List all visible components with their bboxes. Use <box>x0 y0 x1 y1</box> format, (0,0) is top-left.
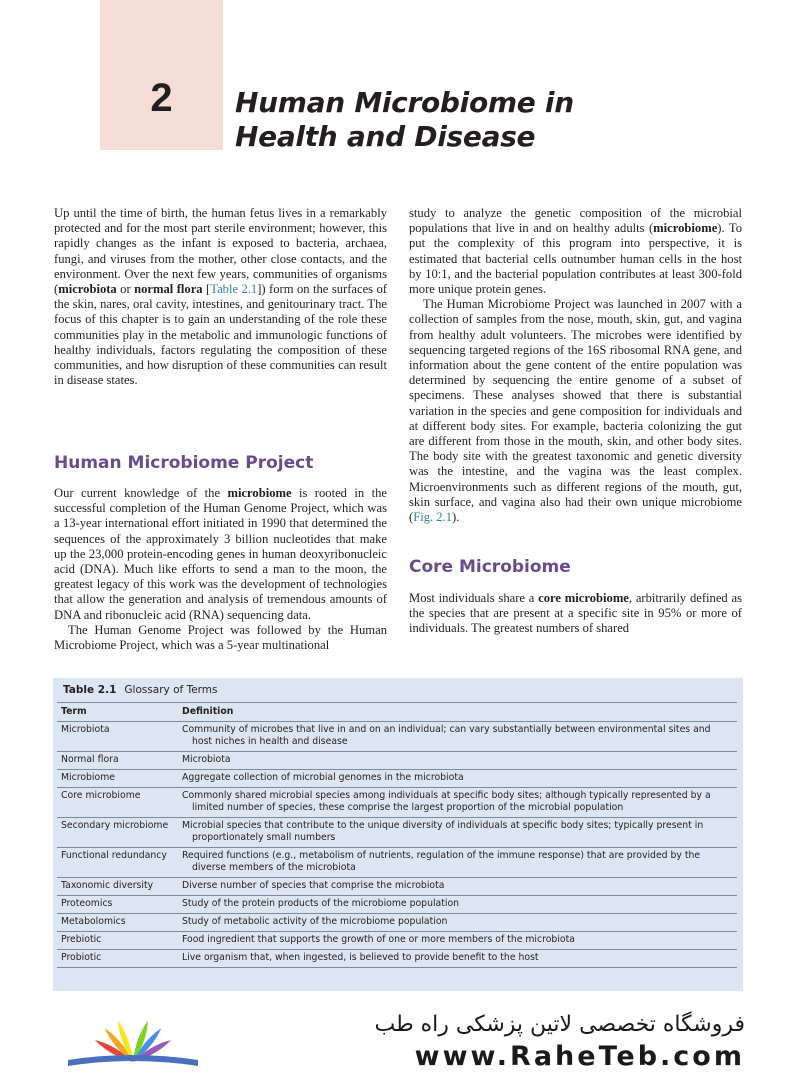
table-row <box>57 818 737 848</box>
right-column <box>409 206 742 525</box>
table-row <box>57 788 737 818</box>
term-cell: Secondary microbiome <box>57 818 178 848</box>
definition-cell <box>178 818 737 848</box>
microbiome-paragraph: Our current knowledge of the microbiome is rooted in the successful completion of the Human Genome Project, which was a 13-year international effort initiated in 1990 that determined the sequences of the approximately 3 billion nucleotides that make up the 23,000 protein-encoding genes in human deoxyribonucleic acid (DNA). Much like efforts to send a man to the moon, the greatest legacy of this work was the development of technologies that allow the generation and analysis of tremendous amounts of DNA and ribonucleic acid (RNA) sequencing data. <box>54 486 387 622</box>
left-column-body <box>54 486 387 653</box>
intro-paragraph: Up until the time of birth, the human fetus lives in a remarkably protected and for the most part sterile environment; however, this rapidly changes as the infant is exposed to bacteria, archaea, fungi, and viruses from the mother, other close contacts, and the environment. Over the next few years, communities of organisms (microbiota or normal flora [Table 2.1]) form on the surfaces of the skin, nares, oral cavity, intestines, and genitourinary tract. The focus of this chapter is to gain an understanding of the role these communities play in the metabolic and immunologic functions of healthy individuals, factors regulating the composition of these communities, and how disruption of these communities can result in disease states. <box>54 206 387 388</box>
definition-text: Microbial species that contribute to the unique diversity of individuals at specific body sites; typically present in proportionately small numbers <box>182 820 704 843</box>
definition-text: Diverse number of species that comprise the microbiota <box>182 880 445 891</box>
chapter-title-line2: Health and Disease <box>235 120 536 153</box>
definition-text: Study of metabolic activity of the microbiome population <box>182 916 448 927</box>
table-title: Glossary of Terms <box>124 684 218 696</box>
definition-text: Food ingredient that supports the growth of one or more members of the microbiota <box>182 934 575 945</box>
term-cell: Probiotic <box>57 950 178 968</box>
term-cell: Microbiome <box>57 770 178 788</box>
table-row <box>57 752 737 770</box>
table-row <box>57 848 737 878</box>
hmp-launch-paragraph: The Human Microbiome Project was launched in 2007 with a collection of samples from the nose, mouth, skin, gut, and vagina from healthy adult volunteers. The microbes were identified by sequencing targeted regions of the 16S ribosomal RNA gene, and information about the gene content of the entire population was determined by sequencing the entire genome of a subset of specimens. These analyses showed that there is substantial variation in the species and gene composition for individuals and at different body sites. For example, bacteria colonizing the gut are different from those in the mouth, skin, and other body sites. The body site with the greatest taxonomic and genetic diversity was the intestine, and the vagina was the least complex. Microenvironments such as different regions of the mouth, gut, skin surface, and vagina also had their own unique microbiome (Fig. 2.1). <box>409 297 742 525</box>
glossary-table <box>57 702 737 968</box>
chapter-title-line1: Human Microbiome in <box>235 86 574 119</box>
chapter-number-box <box>100 0 223 150</box>
hmp-paragraph: study to analyze the genetic composition of the microbial populations that live in and on healthy adults (microbiome). To put the complexity of this program into perspective, it is estimated that bacterial cells outnumber human cells in the host by 10:1, and the bacterial population contributes at least 300-fold more unique protein genes. <box>409 206 742 297</box>
term-cell: Taxonomic diversity <box>57 878 178 896</box>
store-name-persian: فروشگاه تخصصی لاتین پزشکی راه طب <box>374 1012 745 1037</box>
hgp-paragraph: The Human Genome Project was followed by the Human Microbiome Project, which was a 5-year multinational <box>54 622 387 653</box>
chapter-number: 2 <box>150 76 173 120</box>
definition-cell <box>178 848 737 878</box>
definition-text: Aggregate collection of microbial genomes in the microbiota <box>182 772 464 783</box>
table-row <box>57 914 737 932</box>
term-cell: Core microbiome <box>57 788 178 818</box>
term-cell: Microbiota <box>57 722 178 752</box>
definition-cell <box>178 932 737 950</box>
section-heading-human-microbiome-project: Human Microbiome Project <box>54 453 314 473</box>
glossary-table-box <box>53 678 743 991</box>
table-row <box>57 722 737 752</box>
store-url[interactable]: www.RaheTeb.com <box>414 1041 745 1072</box>
table-2-1-link[interactable]: Table 2.1 <box>210 282 258 297</box>
column-header-term: Term <box>57 703 178 722</box>
table-label: Table 2.1 <box>63 684 117 696</box>
logo-book-base <box>68 1055 198 1066</box>
fig-2-1-link[interactable]: Fig. 2.1 <box>413 510 453 525</box>
table-row <box>57 896 737 914</box>
section-heading-core-microbiome: Core Microbiome <box>409 557 571 577</box>
definition-text: Commonly shared microbial species among individuals at specific body sites; although typically represented by a limited number of species, these comprise the largest proportion of the microbial population <box>182 790 711 813</box>
term-cell: Proteomics <box>57 896 178 914</box>
table-caption <box>63 684 218 696</box>
definition-cell <box>178 878 737 896</box>
core-microbiome-paragraph: Most individuals share a core microbiome, arbitrarily defined as the species that are present at a specific site in 95% or more of individuals. The greatest numbers of shared <box>409 591 743 636</box>
table-row <box>57 770 737 788</box>
open-book-icon <box>58 1010 208 1070</box>
term-cell: Metabolomics <box>57 914 178 932</box>
definition-text: Microbiota <box>182 754 231 765</box>
definition-text: Community of microbes that live in and on an individual; can vary substantially between environmental sites and host niches in health and disease <box>182 724 711 747</box>
definition-cell <box>178 788 737 818</box>
definition-text: Live organism that, when ingested, is believed to provide benefit to the host <box>182 952 539 963</box>
definition-cell <box>178 950 737 968</box>
definition-cell <box>178 896 737 914</box>
left-column <box>54 206 387 388</box>
right-column-body <box>409 591 742 637</box>
table-row <box>57 932 737 950</box>
term-cell: Functional redundancy <box>57 848 178 878</box>
chapter-title <box>235 86 574 154</box>
column-header-definition: Definition <box>178 703 737 722</box>
definition-cell <box>178 752 737 770</box>
definition-cell <box>178 770 737 788</box>
term-cell: Prebiotic <box>57 932 178 950</box>
definition-text: Required functions (e.g., metabolism of nutrients, regulation of the immune response) that are provided by the diverse members of the microbiota <box>182 850 701 873</box>
definition-text: Study of the protein products of the microbiome population <box>182 898 460 909</box>
definition-cell <box>178 722 737 752</box>
table-row <box>57 878 737 896</box>
term-cell: Normal flora <box>57 752 178 770</box>
definition-cell <box>178 914 737 932</box>
table-row <box>57 950 737 968</box>
table-header-row <box>57 703 737 722</box>
